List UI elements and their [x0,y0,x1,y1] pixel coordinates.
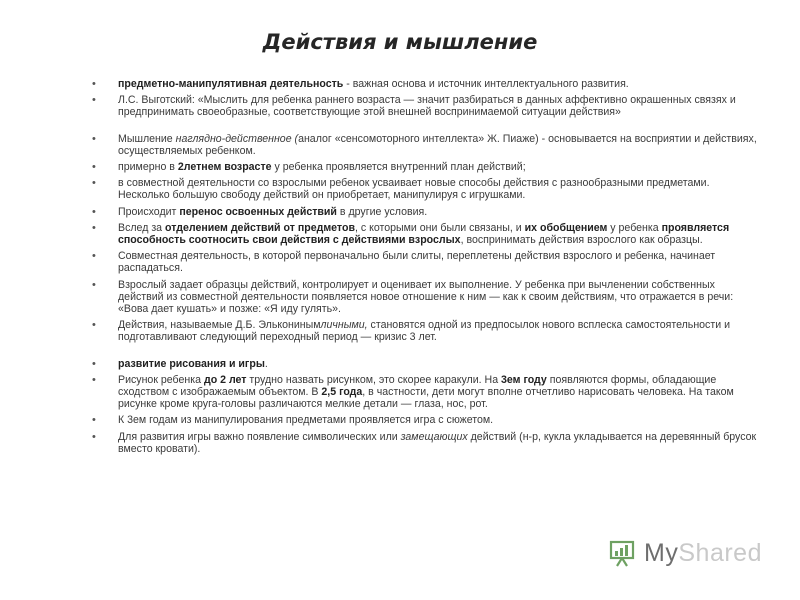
italic-term: замещающих [400,430,468,443]
bold-term: до 2 лет [203,373,247,386]
item-text: , воспринимать действия взрослого как образцы. [460,234,703,247]
item-text: в совместной деятельности со взрослыми ребенок усваивает новые способы действия с разнообразными предметами. Несколько большую свободу действий он приобретает, манипулируя с игрушками. [118,177,710,202]
list-item [90,414,760,426]
bullet-list [90,78,760,459]
list-item [90,319,760,343]
list-item [90,279,760,316]
bold-term: перенос освоенных действий [179,205,337,218]
item-text: примерно в [118,161,178,174]
list-item [90,250,760,274]
myshared-wordmark [644,539,762,568]
item-text: аналог «сенсомоторного интеллекта» Ж. Пиаже) - основывается на восприятии и действиях, осуществляемых ребенком. [118,132,757,157]
list-item [90,374,760,411]
bold-term: развитие рисования и игры [118,357,265,370]
item-text: Совместная деятельность, в которой первоначально были слиты, переплетены действия взрослого и ребенка, начинает распадаться. [118,250,716,275]
item-text: Взрослый задает образцы действий, контролирует и оценивает их выполнение. У ребенка при вычленении собственных действий из совместной деятельности появляется новое отношение к ним — как к своим действиям, что отражается в речи: «Вова дает кушать» и позже: «Я иду гулять». [118,278,734,316]
italic-term: наглядно-действенное ( [175,132,299,145]
list-item [90,206,760,218]
italic-term: личными, [320,319,368,332]
item-text: Для развития игры важно появление символических или [118,430,401,443]
bold-term: их обобщением [524,221,608,234]
bold-term: 2летнем возрасте [177,161,272,174]
item-text: Л.С. Выготский: «Мыслить для ребенка раннего возраста — значит разбираться в данных аффективно окрашенных связях и предпринимать своеобразные, соответствующие этой внешней воспринимаемой ситуации действия» [118,94,736,119]
item-text: Рисунок ребенка [118,373,204,386]
bold-term: проявляется способность соотносить свои действия с действиями взрослых [118,221,730,247]
myshared-logo-icon [608,538,638,568]
list-item [90,431,760,455]
item-text: трудно назвать рисунком, это скорее каракули. На [246,373,502,386]
item-text: становятся одной из предпосылок нового всплеска самостоятельности и подготавливают следующий переходный период — кризис 3 лет. [118,319,730,344]
list-item [90,222,760,246]
item-text: Вслед за [118,221,166,234]
list-item [90,161,760,173]
list-item [90,94,760,118]
list-item [90,358,760,370]
bold-term: отделением действий от предметов [165,221,355,234]
list-item [90,78,760,90]
wordmark-my: My [644,538,679,567]
item-text: . [264,357,268,370]
item-text: - важная основа и источник интеллектуального развития. [343,78,629,90]
item-text: , в частности, дети могут вполне отчетливо нарисовать человека. На таком рисунке кроме круга-головы различаются мелкие детали — глаза, нос, рот. [118,386,734,411]
bold-term: 2,5 года [321,386,363,399]
list-item [90,133,760,157]
list-item [90,177,760,201]
bold-term: предметно-манипулятивная деятельность [118,78,344,90]
item-text: Происходит [118,205,180,218]
slide-title: Действия и мышление [262,30,538,54]
wordmark-shared: Shared [678,538,762,567]
item-text: появляются формы, обладающие сходством с изображаемым объектом. В [118,373,717,399]
item-text: , с которыми они были связаны, и [354,221,525,234]
item-text: в другие условия. [336,205,428,218]
myshared-watermark [608,538,762,568]
item-text: Действия, называемые Д.Б. Элькониным [118,319,321,332]
item-text: Мышление [118,132,176,145]
item-text: К 3ем годам из манипулирования предметами проявляется игра с сюжетом. [118,414,494,427]
bold-term: 3ем году [501,373,547,386]
item-text: у ребенка [607,221,662,234]
item-text: у ребенка проявляется внутренний план действий; [271,161,526,174]
item-text: действий (н-р, кукла укладывается на деревянный брусок вместо кровати). [118,430,757,455]
